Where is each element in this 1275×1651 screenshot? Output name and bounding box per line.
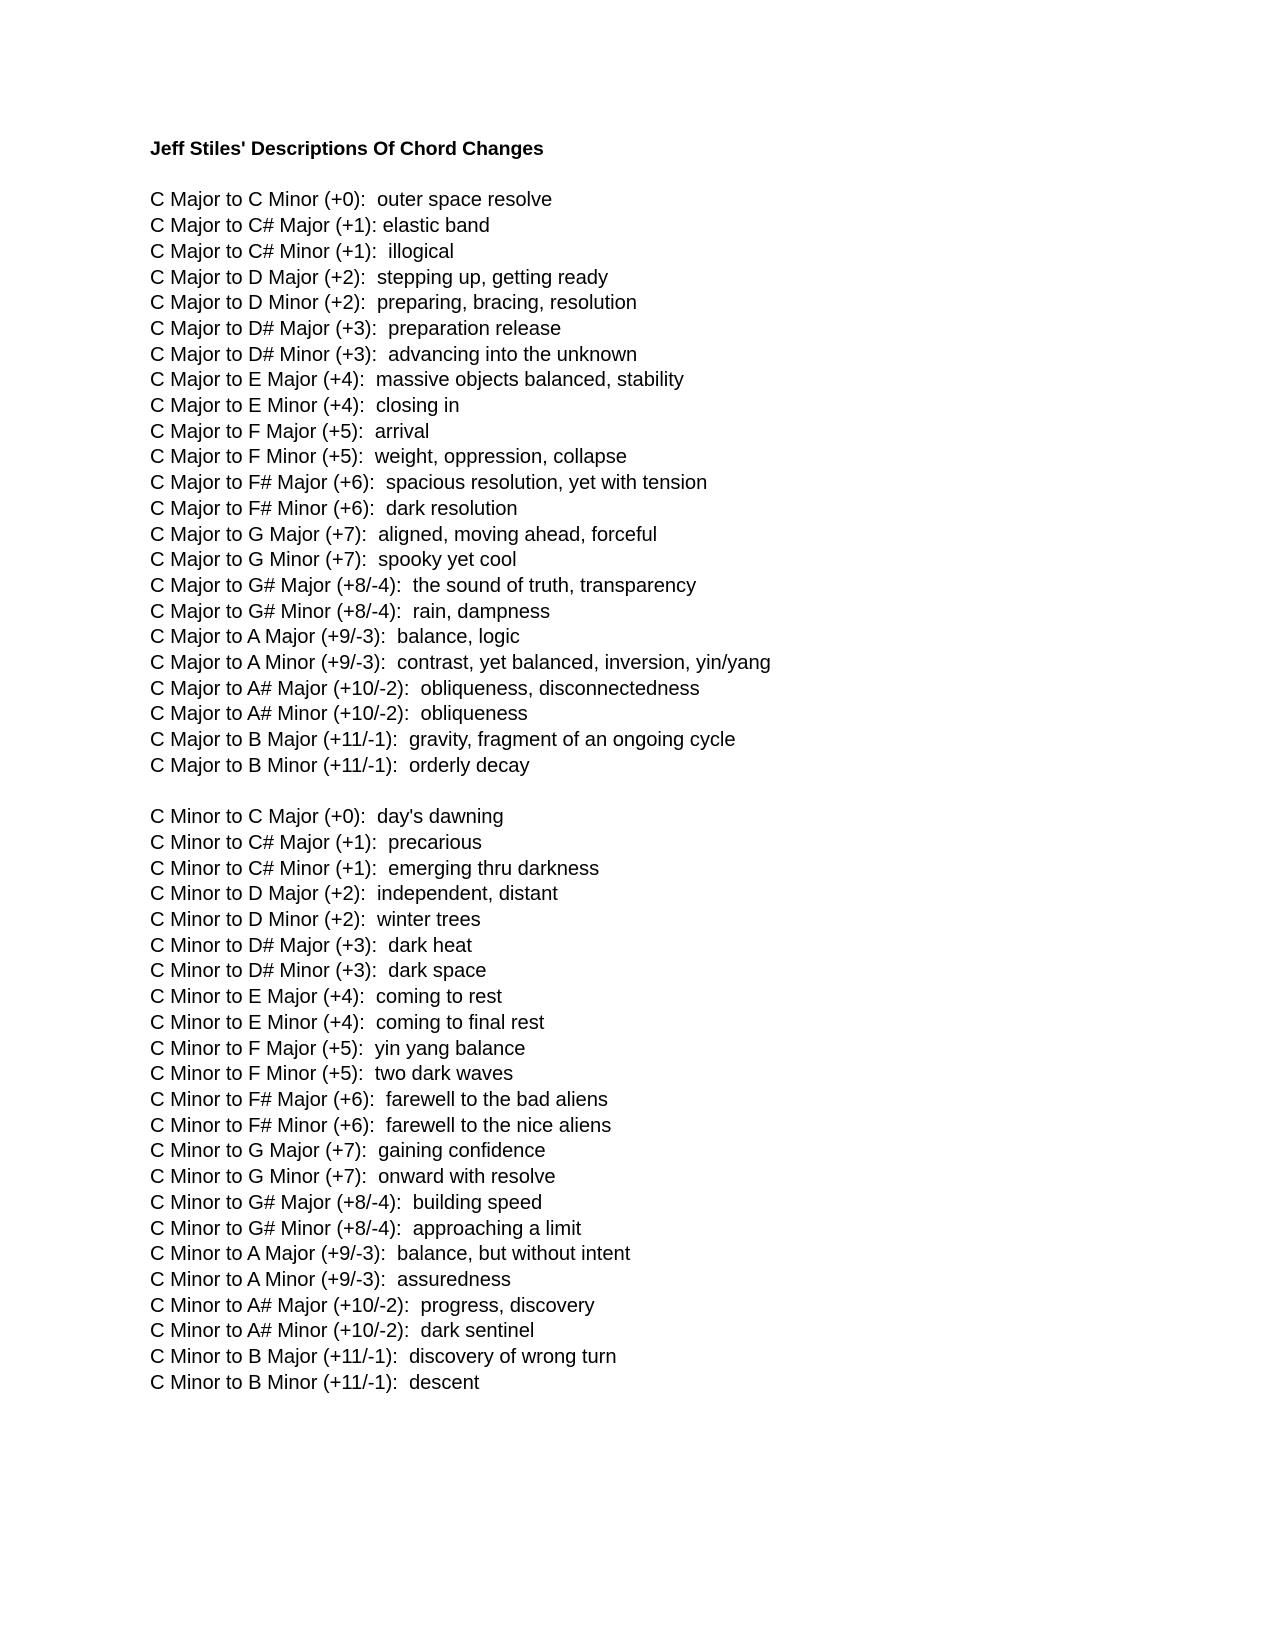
chord-change-line: C Major to G Minor (+7): spooky yet cool xyxy=(150,549,517,572)
chord-change-line: C Major to B Major (+11/-1): gravity, fragment of an ongoing cycle xyxy=(150,729,736,752)
chord-change-line: C Minor to D# Minor (+3): dark space xyxy=(150,960,487,983)
chord-change-line: C Minor to A Major (+9/-3): balance, but without intent xyxy=(150,1243,631,1266)
chord-change-line: C Major to C# Major (+1): elastic band xyxy=(150,215,490,238)
chord-change-line: C Minor to G# Minor (+8/-4): approaching a limit xyxy=(150,1217,582,1240)
chord-change-line: C Major to C# Minor (+1): illogical xyxy=(150,240,454,263)
spacer-between-sections xyxy=(150,780,1130,806)
chord-change-line: C Minor to C# Minor (+1): emerging thru darkness xyxy=(150,857,600,880)
chord-change-line: C Major to D Minor (+2): preparing, bracing, resolution xyxy=(150,292,637,315)
chord-change-line: C Minor to F Major (+5): yin yang balance xyxy=(150,1037,526,1060)
chord-change-line: C Minor to B Major (+11/-1): discovery of wrong turn xyxy=(150,1346,617,1369)
chord-change-line: C Minor to B Minor (+11/-1): descent xyxy=(150,1371,480,1394)
chord-change-line: C Major to E Minor (+4): closing in xyxy=(150,395,460,418)
chord-change-line: C Minor to F# Major (+6): farewell to the bad aliens xyxy=(150,1088,608,1111)
chord-change-line: C Major to G# Major (+8/-4): the sound of truth, transparency xyxy=(150,574,697,597)
chord-section-c-major xyxy=(150,188,1130,779)
chord-change-line: C Minor to D Major (+2): independent, distant xyxy=(150,883,558,906)
chord-change-line: C Minor to D Minor (+2): winter trees xyxy=(150,909,481,932)
chord-change-line: C Major to F# Major (+6): spacious resolution, yet with tension xyxy=(150,472,708,495)
chord-change-line: C Major to F# Minor (+6): dark resolution xyxy=(150,497,518,520)
chord-change-line: C Major to F Minor (+5): weight, oppression, collapse xyxy=(150,446,627,469)
spacer-after-title xyxy=(150,163,1130,189)
chord-change-line: C Minor to A# Major (+10/-2): progress, discovery xyxy=(150,1294,595,1317)
chord-change-line: C Major to A# Minor (+10/-2): obliqueness xyxy=(150,703,528,726)
chord-change-line: C Minor to G Major (+7): gaining confidence xyxy=(150,1140,546,1163)
chord-change-line: C Minor to A Minor (+9/-3): assuredness xyxy=(150,1268,511,1291)
chord-change-line: C Minor to D# Major (+3): dark heat xyxy=(150,934,472,957)
chord-change-line: C Minor to G# Major (+8/-4): building speed xyxy=(150,1191,543,1214)
chord-change-line: C Minor to E Major (+4): coming to rest xyxy=(150,986,502,1009)
chord-change-line: C Major to F Major (+5): arrival xyxy=(150,420,430,443)
chord-change-line: C Minor to F# Minor (+6): farewell to the nice aliens xyxy=(150,1114,612,1137)
chord-change-line: C Minor to E Minor (+4): coming to final rest xyxy=(150,1011,545,1034)
chord-change-line: C Major to G# Minor (+8/-4): rain, dampness xyxy=(150,600,551,623)
chord-change-line: C Minor to G Minor (+7): onward with resolve xyxy=(150,1166,556,1189)
chord-change-line: C Minor to A# Minor (+10/-2): dark sentinel xyxy=(150,1320,535,1343)
chord-change-line: C Major to B Minor (+11/-1): orderly decay xyxy=(150,754,530,777)
document-body xyxy=(150,137,1130,1396)
chord-change-line: C Major to C Minor (+0): outer space resolve xyxy=(150,189,553,212)
page-title: Jeff Stiles' Descriptions Of Chord Changes xyxy=(150,138,544,160)
chord-change-line: C Major to A# Major (+10/-2): obliqueness, disconnectedness xyxy=(150,677,700,700)
chord-change-line: C Major to A Minor (+9/-3): contrast, yet balanced, inversion, yin/yang xyxy=(150,652,771,675)
chord-change-line: C Minor to C# Major (+1): precarious xyxy=(150,831,482,854)
chord-change-line: C Major to E Major (+4): massive objects balanced, stability xyxy=(150,369,684,392)
chord-change-line: C Minor to C Major (+0): day's dawning xyxy=(150,806,504,829)
chord-change-line: C Major to D# Minor (+3): advancing into the unknown xyxy=(150,343,638,366)
chord-change-line: C Major to D Major (+2): stepping up, getting ready xyxy=(150,266,609,289)
chord-change-line: C Major to D# Major (+3): preparation release xyxy=(150,317,562,340)
chord-change-line: C Major to G Major (+7): aligned, moving ahead, forceful xyxy=(150,523,658,546)
chord-change-line: C Major to A Major (+9/-3): balance, logic xyxy=(150,626,520,649)
chord-change-line: C Minor to F Minor (+5): two dark waves xyxy=(150,1063,514,1086)
chord-section-c-minor xyxy=(150,805,1130,1396)
